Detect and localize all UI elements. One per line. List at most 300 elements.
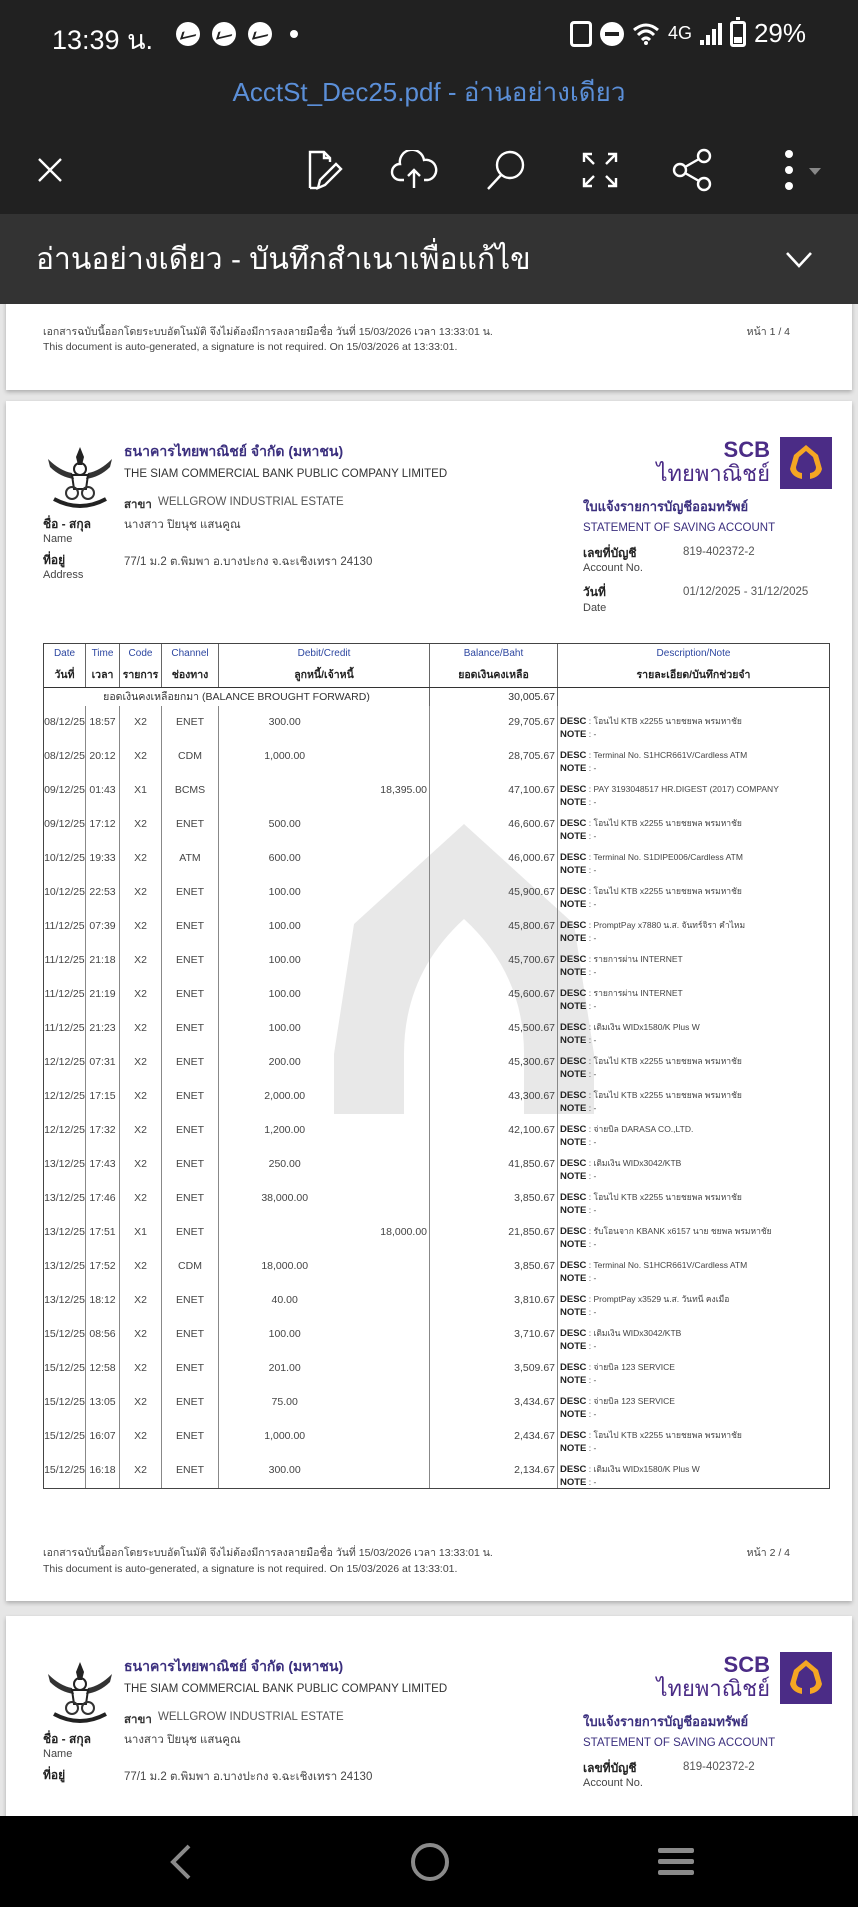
cell-balance: 28,705.67 [430,740,558,774]
scb-logo-text: SCB [723,437,770,462]
cell-code: X2 [120,1318,162,1352]
date-label-thai: วันที่ [583,585,606,599]
table-row [44,978,829,1012]
note-text: : - [588,1273,597,1283]
desc-prefix: DESC [560,1226,587,1237]
cell-balance: 3,710.67 [430,1318,558,1352]
cell-time: 13:05 [86,1386,120,1420]
cell-balance: 43,300.67 [430,1080,558,1114]
cell-credit [350,1420,429,1454]
cell-date: 10/12/25 [44,876,86,910]
account-no-label-english: Account No. [583,1777,643,1789]
page-number: หน้า 2 / 4 [746,1547,790,1559]
desc-prefix: DESC [560,886,587,897]
desc-text: : เติมเงิน WIDx1580/K Plus W [588,1022,700,1032]
account-no-label-english: Account No. [583,562,643,574]
cell-time: 21:18 [86,944,120,978]
cell-description [558,740,829,774]
cell-channel: ENET [162,1080,219,1114]
close-icon [36,156,64,184]
note-prefix: NOTE [560,1001,587,1012]
cell-amount [219,1250,430,1284]
edit-button[interactable] [296,142,352,198]
dnd-icon [600,22,624,46]
note-text: : - [588,1409,597,1419]
cell-channel: ENET [162,978,219,1012]
branch-label: สาขา [124,1714,152,1726]
cell-amount [219,1182,430,1216]
table-row [44,1420,829,1454]
name-label-english: Name [43,533,73,545]
recents-icon [654,1844,698,1880]
cell-time: 19:33 [86,842,120,876]
cell-description [558,808,829,842]
notification-icons [176,22,298,46]
header-code: Code รายการ [120,644,162,687]
note-prefix: NOTE [560,1137,587,1148]
cell-balance: 3,434.67 [430,1386,558,1420]
cell-amount [219,1352,430,1386]
statement-title-english: STATEMENT OF SAVING ACCOUNT [583,522,776,534]
cell-code: X2 [120,1454,162,1488]
cell-date: 10/12/25 [44,842,86,876]
cell-credit [350,842,429,876]
cell-time: 18:12 [86,1284,120,1318]
table-row [44,774,829,808]
messenger-icon [176,22,200,46]
vibrate-icon [570,21,592,47]
desc-text: : Terminal No. S1DIPE006/Cardless ATM [588,852,743,862]
fullscreen-icon [580,150,620,190]
cell-debit [219,1216,350,1250]
statement-title-thai: ใบแจ้งรายการบัญชีออมทรัพย์ [583,1714,749,1729]
cell-debit: 100.00 [268,954,301,966]
cell-code: X2 [120,1250,162,1284]
cell-balance: 46,000.67 [430,842,558,876]
table-row [44,706,829,740]
table-row [44,876,829,910]
statement-title-english: STATEMENT OF SAVING ACCOUNT [583,1737,776,1749]
note-text: : - [588,831,597,841]
cell-debit: 200.00 [268,1056,301,1068]
page-number: หน้า 1 / 4 [746,326,790,338]
home-button[interactable] [400,1834,460,1890]
cell-balance: 45,900.67 [430,876,558,910]
cell-credit [350,1182,429,1216]
network-type: 4G [667,23,692,43]
account-no-label-thai: เลขที่บัญชี [583,546,637,560]
note-prefix: NOTE [560,933,587,944]
fullscreen-button[interactable] [572,142,628,198]
desc-text: : โอนไป KTB x2255 นายชยพล พรมหาชัย [588,1430,742,1440]
desc-prefix: DESC [560,784,587,795]
desc-text: : PromptPay x3529 น.ส. วันทนี คงเมือ [588,1294,730,1304]
footer-thai: เอกสารฉบับนี้ออกโดยระบบอัตโนมัติ จึงไม่ต้องมีการลงลายมือชื่อ วันที่ 15/03/2026 เวลา 13:33:01 น. [43,326,493,338]
cell-credit [350,1386,429,1420]
cell-channel: ENET [162,1352,219,1386]
cell-date: 15/12/25 [44,1352,86,1386]
cell-amount [219,1454,430,1488]
cell-channel: ENET [162,876,219,910]
upload-cloud-icon [390,150,438,190]
cell-amount [219,1386,430,1420]
cell-credit [350,876,429,910]
cell-balance: 41,850.67 [430,1148,558,1182]
cell-credit: 18,000.00 [380,1226,427,1238]
note-text: : - [588,1341,597,1351]
cell-debit: 100.00 [268,988,301,1000]
note-prefix: NOTE [560,899,587,910]
cell-credit [350,1114,429,1148]
cell-channel: ENET [162,1046,219,1080]
desc-text: : Terminal No. S1HCR661V/Cardless ATM [588,1260,748,1270]
cell-channel: ENET [162,1012,219,1046]
edit-icon [304,148,344,192]
messenger-icon [212,22,236,46]
pdf-viewer[interactable] [0,304,858,1816]
cell-debit [219,774,350,808]
cell-credit [350,1148,429,1182]
cell-amount [219,842,430,876]
scb-emblem-icon [780,437,832,489]
desc-prefix: DESC [560,1056,587,1067]
cell-time: 22:53 [86,876,120,910]
cell-channel: ENET [162,1420,219,1454]
more-icon [773,148,823,192]
name-label-english: Name [43,1748,73,1760]
address-label-thai: ที่อยู่ [43,1768,66,1782]
note-prefix: NOTE [560,967,587,978]
garuda-emblem-icon [44,441,116,513]
note-text: : - [588,1103,597,1113]
date-label-english: Date [583,602,607,614]
desc-prefix: DESC [560,750,587,761]
cell-date: 15/12/25 [44,1386,86,1420]
cell-date: 11/12/25 [44,1012,86,1046]
cell-description [558,1352,829,1386]
navigation-bar [0,1816,858,1907]
cell-debit: 201.00 [268,1362,301,1374]
note-text: : - [588,797,597,807]
cell-balance: 2,434.67 [430,1420,558,1454]
statement-period: 01/12/2025 - 31/12/2025 [683,586,809,598]
read-only-label: อ่านอย่างเดียว - บันทึกสำเนาเพื่อแก้ไข [36,243,531,276]
cell-amount [219,1046,430,1080]
cell-balance: 45,600.67 [430,978,558,1012]
desc-text: : โอนไป KTB x2255 นายชยพล พรมหาชัย [588,886,742,896]
dot-icon [290,30,298,38]
cell-channel: ENET [162,1216,219,1250]
cell-credit [350,1046,429,1080]
cell-time: 17:12 [86,808,120,842]
desc-prefix: DESC [560,1396,587,1407]
header-debit-credit: Debit/Credit ลูกหนี้/เจ้าหนี้ [219,644,430,687]
note-prefix: NOTE [560,1035,587,1046]
share-button[interactable] [664,142,720,198]
battery-icon [730,21,746,47]
cell-debit: 100.00 [268,1022,301,1034]
cell-time: 21:19 [86,978,120,1012]
cell-amount [219,774,430,808]
close-button[interactable] [22,142,78,198]
desc-prefix: DESC [560,1022,587,1033]
table-row [44,1080,829,1114]
transaction-table [43,643,830,1489]
cell-code: X2 [120,1420,162,1454]
table-row [44,1454,829,1488]
note-text: : - [588,1205,597,1215]
header-description: Description/Note รายละเอียด/บันทึกช่วยจำ [636,647,751,682]
cell-description [558,1012,829,1046]
note-prefix: NOTE [560,1239,587,1250]
cell-amount [219,1216,430,1250]
cell-code: X2 [120,706,162,740]
garuda-emblem-icon [44,1656,116,1728]
cell-description [558,944,829,978]
note-prefix: NOTE [560,797,587,808]
table-row [44,1114,829,1148]
chevron-down-icon[interactable] [782,242,816,276]
footer-thai: เอกสารฉบับนี้ออกโดยระบบอัตโนมัติ จึงไม่ต้องมีการลงลายมือชื่อ วันที่ 15/03/2026 เวลา 13:33:01 น. [43,1547,493,1559]
scb-emblem-icon [780,1652,832,1704]
desc-text: : โอนไป KTB x2255 นายชยพล พรมหาชัย [588,716,742,726]
recents-button[interactable] [646,1834,706,1890]
table-row [44,1182,829,1216]
account-no-label-thai: เลขที่บัญชี [583,1761,637,1775]
upload-button[interactable] [386,142,442,198]
note-prefix: NOTE [560,1477,587,1488]
desc-prefix: DESC [560,920,587,931]
note-text: : - [588,899,597,909]
back-button[interactable] [150,1834,210,1890]
cell-time: 16:18 [86,1454,120,1488]
table-row [44,740,829,774]
cell-credit [350,740,429,774]
cell-credit [350,910,429,944]
cell-description [558,1284,829,1318]
read-only-banner[interactable] [0,214,858,304]
cell-description [558,910,829,944]
status-time: 13:39 น. [52,25,154,55]
statement-title-thai: ใบแจ้งรายการบัญชีออมทรัพย์ [583,499,749,514]
cell-amount [219,706,430,740]
more-button[interactable] [770,142,826,198]
note-prefix: NOTE [560,1103,587,1114]
desc-text: : โอนไป KTB x2255 นายชยพล พรมหาชัย [588,1090,742,1100]
table-row [44,1352,829,1386]
cell-code: X2 [120,1012,162,1046]
search-button[interactable] [478,142,534,198]
cell-balance: 45,500.67 [430,1012,558,1046]
desc-text: : เติมเงิน WIDx3042/KTB [588,1158,682,1168]
cell-time: 17:51 [86,1216,120,1250]
cell-description [558,1216,829,1250]
cell-balance: 47,100.67 [430,774,558,808]
desc-text: : PAY 3193048517 HR.DIGEST (2017) COMPANY [588,784,779,794]
table-row [44,842,829,876]
brought-forward-balance: 30,005.67 [430,688,558,706]
cell-code: X2 [120,808,162,842]
cell-amount [219,1114,430,1148]
cell-channel: ENET [162,1454,219,1488]
cell-time: 08:56 [86,1318,120,1352]
cell-code: X2 [120,1046,162,1080]
desc-text: : เติมเงิน WIDx3042/KTB [588,1328,682,1338]
cell-balance: 3,850.67 [430,1182,558,1216]
bank-name-thai: ธนาคารไทยพาณิชย์ จำกัด (มหาชน) [124,1658,344,1674]
cell-code: X2 [120,1352,162,1386]
cell-debit: 300.00 [268,1464,301,1476]
cell-debit: 75.00 [271,1396,298,1408]
cell-credit [350,706,429,740]
desc-text: : เติมเงิน WIDx1580/K Plus W [588,1464,700,1474]
address-label-english: Address [43,569,84,581]
system-icons [570,18,806,49]
scb-logo-thai: ไทยพาณิชย์ [656,461,770,486]
note-text: : - [588,865,597,875]
signal-icon [700,23,722,45]
cell-description [558,978,829,1012]
table-header [44,644,829,688]
cell-debit: 600.00 [268,852,301,864]
cell-date: 11/12/25 [44,944,86,978]
desc-prefix: DESC [560,1192,587,1203]
balance-brought-forward-row [44,688,829,706]
name-label-thai: ชื่อ - สกุล [43,517,91,531]
cell-description [558,1080,829,1114]
scb-logo-thai: ไทยพาณิชย์ [656,1676,770,1701]
pdf-page-2 [6,401,852,1601]
cell-channel: ENET [162,1318,219,1352]
cell-channel: CDM [162,1250,219,1284]
wifi-icon [632,22,660,46]
document-title: AcctSt_Dec25.pdf - อ่านอย่างเดียว [232,77,626,107]
cell-amount [219,1148,430,1182]
note-text: : - [588,763,597,773]
cell-channel: ENET [162,706,219,740]
desc-prefix: DESC [560,1464,587,1475]
cell-date: 13/12/25 [44,1284,86,1318]
cell-time: 01:43 [86,774,120,808]
note-text: : - [588,1001,597,1011]
note-prefix: NOTE [560,865,587,876]
cell-credit: 18,395.00 [380,784,427,796]
note-text: : - [588,1137,597,1147]
desc-text: : โอนไป KTB x2255 นายชยพล พรมหาชัย [588,1192,742,1202]
cell-time: 12:58 [86,1352,120,1386]
cell-debit: 1,200.00 [264,1124,306,1136]
cell-credit [350,944,429,978]
cell-channel: ENET [162,1386,219,1420]
cell-date: 11/12/25 [44,978,86,1012]
address-value: 77/1 ม.2 ต.พิมพา อ.บางปะกง จ.ฉะเชิงเทรา 24130 [124,1771,373,1783]
cell-description [558,1148,829,1182]
cell-debit: 100.00 [268,920,301,932]
cell-channel: BCMS [162,774,219,808]
cell-description [558,1386,829,1420]
desc-prefix: DESC [560,1124,587,1135]
desc-prefix: DESC [560,1362,587,1373]
note-text: : - [588,1069,597,1079]
cell-code: X2 [120,1386,162,1420]
note-text: : - [588,1239,597,1249]
cell-channel: CDM [162,740,219,774]
cell-debit: 1,000.00 [264,1430,306,1442]
note-text: : - [588,1171,597,1181]
table-row [44,910,829,944]
branch-value: WELLGROW INDUSTRIAL ESTATE [158,496,344,508]
cell-description [558,1114,829,1148]
cell-channel: ENET [162,1114,219,1148]
note-prefix: NOTE [560,729,587,740]
status-bar [0,0,858,70]
desc-text: : รับโอนจาก KBANK x6157 นาย ชยพล พรมหาชัย [588,1226,772,1236]
cell-time: 17:46 [86,1182,120,1216]
name-label-thai: ชื่อ - สกุล [43,1732,91,1746]
cell-code: X2 [120,1114,162,1148]
desc-prefix: DESC [560,1328,587,1339]
header-date: Date วันที่ [44,644,86,687]
cell-credit [350,808,429,842]
cell-date: 09/12/25 [44,774,86,808]
cell-date: 12/12/25 [44,1114,86,1148]
cell-description [558,1182,829,1216]
cell-code: X2 [120,910,162,944]
table-row [44,1012,829,1046]
pdf-page-3 [6,1616,852,1816]
note-prefix: NOTE [560,1273,587,1284]
cell-amount [219,1080,430,1114]
desc-prefix: DESC [560,1430,587,1441]
cell-code: X1 [120,774,162,808]
cell-amount [219,876,430,910]
note-prefix: NOTE [560,831,587,842]
cell-description [558,876,829,910]
note-prefix: NOTE [560,1171,587,1182]
desc-text: : จ่ายบิล DARASA CO.,LTD. [588,1124,694,1134]
cell-time: 07:39 [86,910,120,944]
share-icon [670,148,714,192]
cell-date: 11/12/25 [44,910,86,944]
branch-label: สาขา [124,499,152,511]
cell-description [558,706,829,740]
note-prefix: NOTE [560,1069,587,1080]
battery-percent: 29% [753,18,806,48]
cell-credit [350,1318,429,1352]
cell-code: X1 [120,1216,162,1250]
table-row [44,1216,829,1250]
cell-description [558,842,829,876]
note-prefix: NOTE [560,1205,587,1216]
desc-text: : จ่ายบิล 123 SERVICE [588,1396,675,1406]
desc-prefix: DESC [560,716,587,727]
messenger-icon [248,22,272,46]
cell-debit: 100.00 [268,1328,301,1340]
note-prefix: NOTE [560,1341,587,1352]
cell-credit [350,978,429,1012]
cell-channel: ENET [162,1182,219,1216]
account-number: 819-402372-2 [683,546,755,558]
back-icon [165,1842,195,1882]
address-value: 77/1 ม.2 ต.พิมพา อ.บางปะกง จ.ฉะเชิงเทรา 24130 [124,556,373,568]
cell-balance: 21,850.67 [430,1216,558,1250]
brought-forward-label: ยอดเงินคงเหลือยกมา (BALANCE BROUGHT FORWARD) [44,688,430,706]
table-row [44,1046,829,1080]
table-row [44,1386,829,1420]
cell-balance: 3,850.67 [430,1250,558,1284]
note-prefix: NOTE [560,1409,587,1420]
cell-code: X2 [120,876,162,910]
